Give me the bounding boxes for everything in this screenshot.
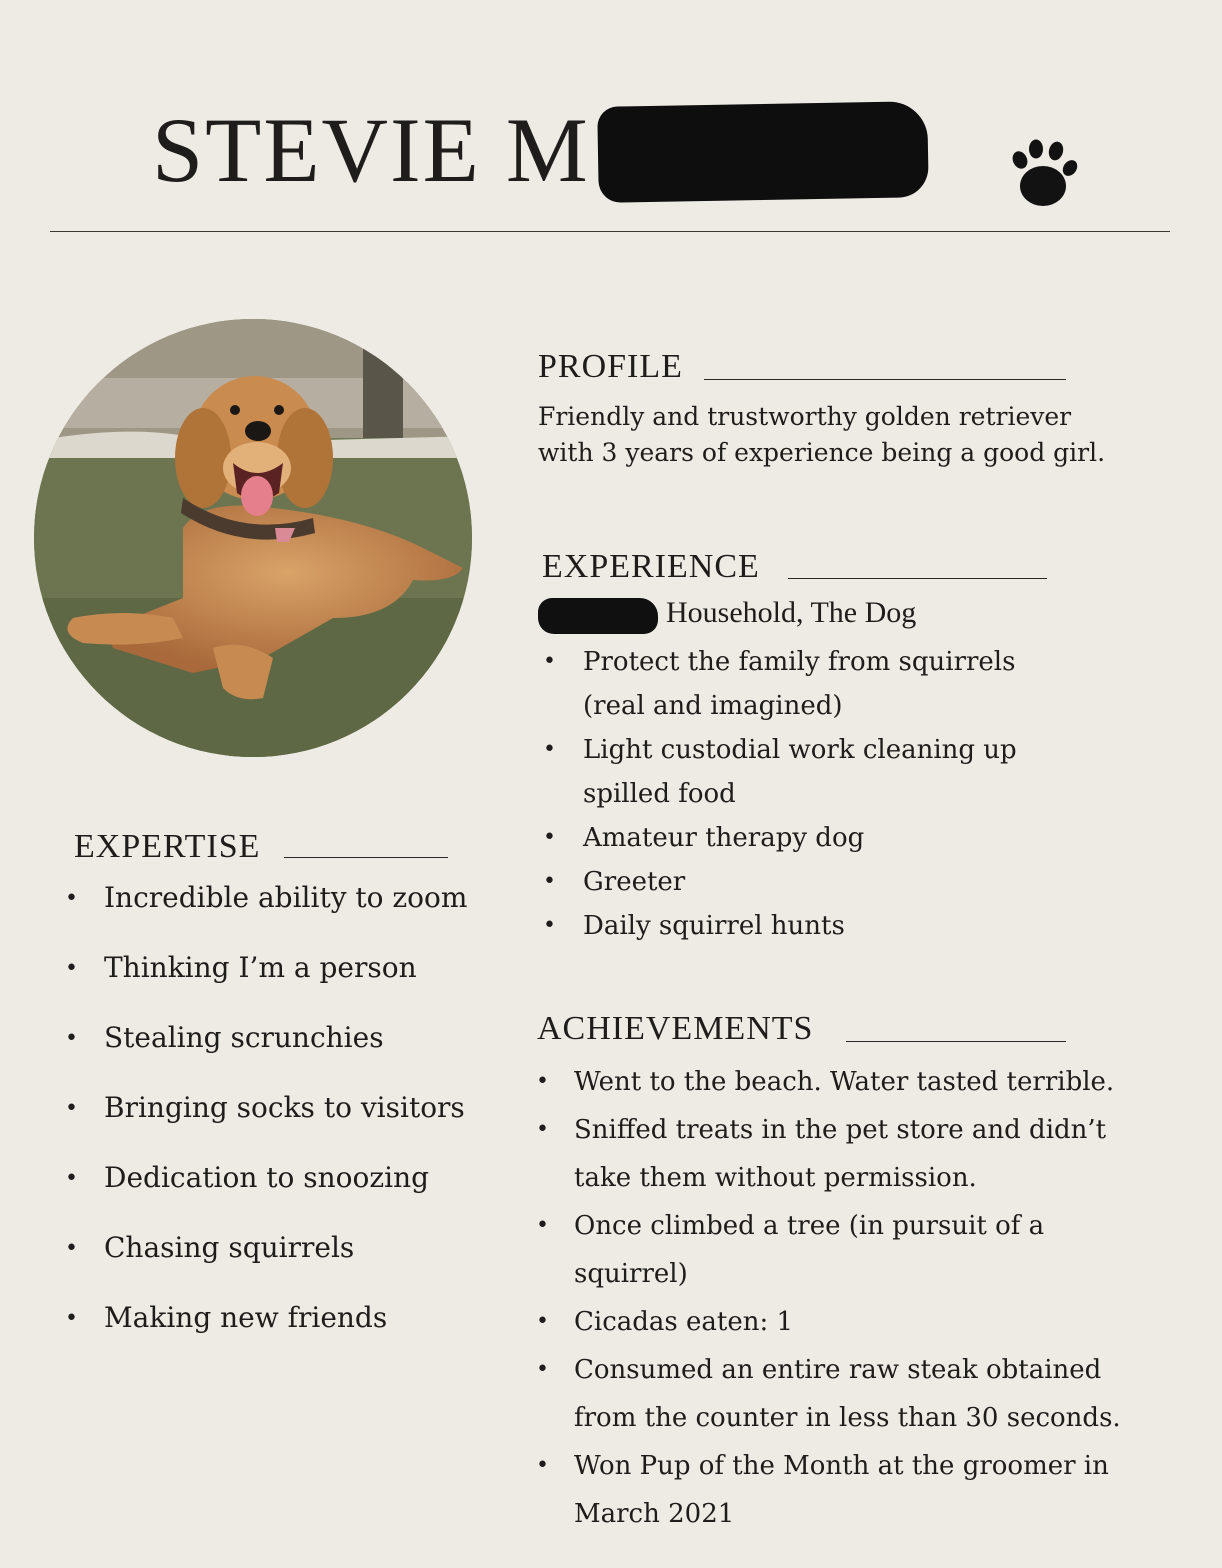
list-item: • Went to the beach. Water tasted terrible. xyxy=(536,1058,1134,1106)
list-item: • Greeter xyxy=(543,860,1083,904)
experience-company: Household, The Dog xyxy=(666,596,917,629)
experience-list xyxy=(543,640,1083,948)
resume-name: STEVIE M xyxy=(152,99,590,201)
header-divider xyxy=(50,231,1170,232)
list-item: • Incredible ability to zoom xyxy=(65,878,467,948)
list-item: • Amateur therapy dog xyxy=(543,816,1083,860)
redaction-bar xyxy=(597,101,929,203)
achievements-heading: ACHIEVEMENTS xyxy=(537,1010,814,1047)
list-item: • Sniffed treats in the pet store and didn’t take them without permission. xyxy=(536,1106,1134,1202)
expertise-rule xyxy=(284,857,448,858)
profile-text-line2: with 3 years of experience being a good girl. xyxy=(538,438,1106,467)
list-item: • Making new friends xyxy=(65,1298,467,1368)
profile-text-line1: Friendly and trustworthy golden retriever xyxy=(538,402,1072,431)
list-item: • Dedication to snoozing xyxy=(65,1158,467,1228)
achievements-rule xyxy=(846,1041,1066,1042)
experience-rule xyxy=(788,578,1047,579)
list-item: • Bringing socks to visitors xyxy=(65,1088,467,1158)
expertise-heading: EXPERTISE xyxy=(74,828,261,865)
list-item: • Cicadas eaten: 1 xyxy=(536,1298,1134,1346)
expertise-list xyxy=(65,878,467,1368)
experience-heading: EXPERIENCE xyxy=(542,548,760,585)
list-item: • Chasing squirrels xyxy=(65,1228,467,1298)
list-item: • Consumed an entire raw steak obtained from the counter in less than 30 seconds. xyxy=(536,1346,1134,1442)
list-item: • Stealing scrunchies xyxy=(65,1018,467,1088)
dog-photo xyxy=(33,318,473,758)
list-item: • Once climbed a tree (in pursuit of a squirrel) xyxy=(536,1202,1134,1298)
list-item: • Daily squirrel hunts xyxy=(543,904,1083,948)
list-item: • Thinking I’m a person xyxy=(65,948,467,1018)
profile-rule xyxy=(704,379,1066,380)
company-redaction-bar xyxy=(538,598,658,634)
profile-heading: PROFILE xyxy=(538,348,683,385)
list-item: • Won Pup of the Month at the groomer in March 2021 xyxy=(536,1442,1134,1538)
paw-print-icon xyxy=(1003,134,1083,214)
achievements-list xyxy=(536,1058,1134,1538)
list-item: • Light custodial work cleaning up spilled food xyxy=(543,728,1083,816)
list-item: • Protect the family from squirrels (real and imagined) xyxy=(543,640,1083,728)
